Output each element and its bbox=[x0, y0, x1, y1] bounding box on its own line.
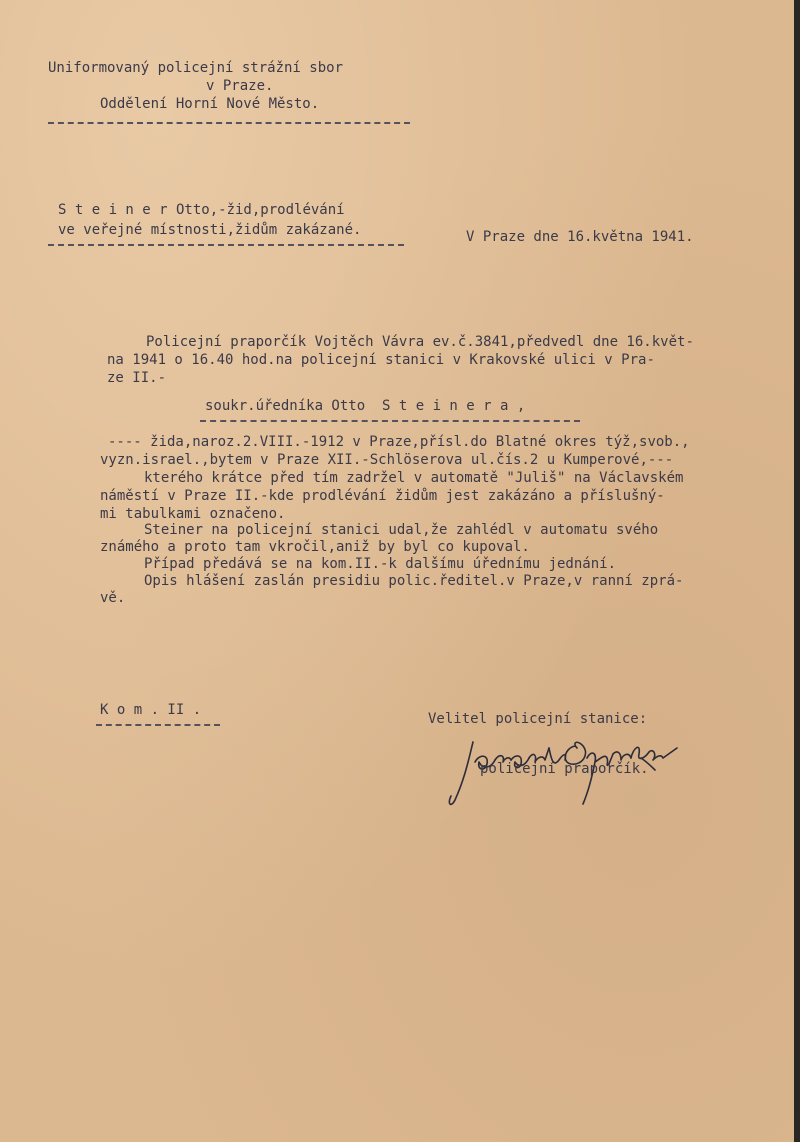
header-line-3: Oddělení Horní Nové Město. bbox=[100, 96, 320, 112]
header-divider bbox=[48, 122, 410, 124]
body-p3-line-2: známého a proto tam vkročil,aniž by byl co kupoval. bbox=[100, 539, 530, 555]
body-p1-line-3: ze II.- bbox=[107, 370, 167, 386]
header-line-2: v Praze. bbox=[206, 78, 274, 94]
body-p2-line-5: mi tabulkami označeno. bbox=[100, 506, 286, 522]
kom-underline bbox=[96, 724, 220, 726]
body-p2-line-3: kterého krátce před tím zadržel v automatě "Juliš" na Václavském bbox=[144, 470, 684, 486]
subject-line-2: ve veřejné místnosti,židům zakázané. bbox=[58, 222, 362, 238]
kom-label: K o m . II . bbox=[100, 702, 202, 718]
body-p5-line-2: vě. bbox=[100, 590, 126, 606]
body-p1-line-2: na 1941 o 16.40 hod.na policejní stanici v Krakovské ulici v Pra- bbox=[107, 352, 655, 368]
place-date: V Praze dne 16.května 1941. bbox=[466, 229, 694, 245]
commander-title: Velitel policejní stanice: bbox=[428, 711, 648, 727]
body-p2-line-4: náměstí v Praze II.-kde prodlévání židům jest zakázáno a příslušný- bbox=[100, 488, 665, 504]
subject-line-1-rest: Otto,-žid,prodlévání bbox=[167, 202, 345, 218]
body-p3-line-1: Steiner na policejní stanici udal,že zahlédl v automatu svého bbox=[144, 522, 659, 538]
subject-name: S t e i n e r bbox=[58, 202, 168, 218]
subject-line-1 bbox=[58, 202, 345, 218]
subject-divider bbox=[48, 244, 404, 246]
body-p5-line-1: Opis hlášení zaslán presidiu polic.ředitel.v Praze,v ranní zprá- bbox=[144, 573, 684, 589]
body-p2-line-2: vyzn.israel.,bytem v Praze XII.-Schlöserova ul.čís.2 u Kumperové,--- bbox=[100, 452, 674, 468]
body-p2-line-1: ---- žida,naroz.2.VIII.-1912 v Praze,přísl.do Blatné okres týž,svob., bbox=[108, 434, 690, 450]
body-person: soukr.úředníka Otto S t e i n e r a , bbox=[205, 398, 526, 414]
commander-rank: policejní praporčík. bbox=[480, 761, 649, 777]
scan-edge bbox=[794, 0, 800, 1142]
header-line-1: Uniformovaný policejní strážní sbor bbox=[48, 60, 344, 76]
body-p1-line-1: Policejní praporčík Vojtěch Vávra ev.č.3841,předvedl dne 16.květ- bbox=[146, 334, 694, 350]
person-underline bbox=[200, 420, 580, 422]
body-p4-line-1: Případ předává se na kom.II.-k dalšímu úřednímu jednání. bbox=[144, 556, 617, 572]
